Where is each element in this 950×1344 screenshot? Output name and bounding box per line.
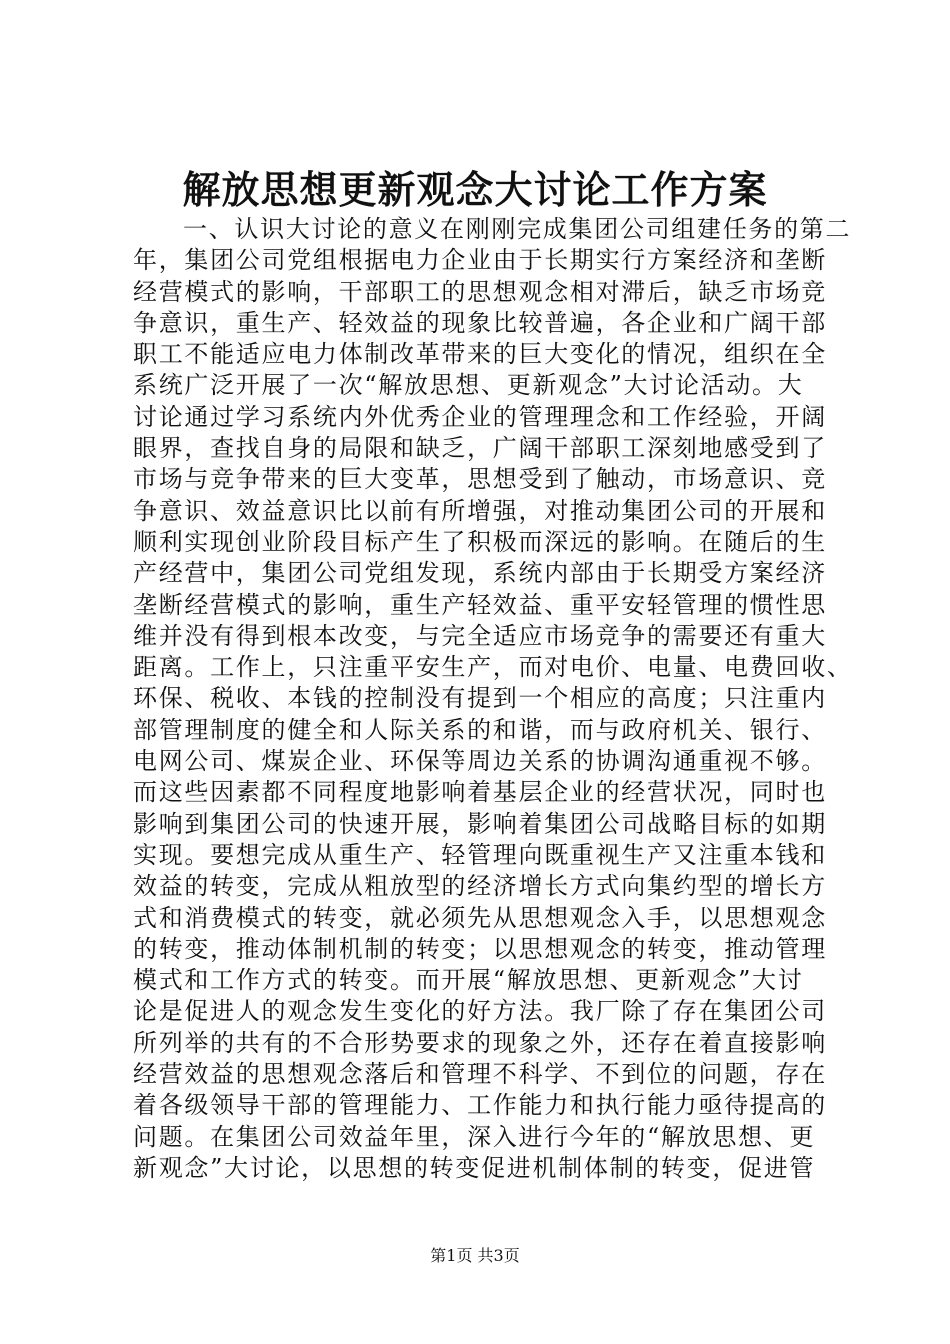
body-line: 问题。在集团公司效益年里，深入进行今年的“解放思想、更 [133,1122,816,1151]
body-line: 效益的转变，完成从粗放型的经济增长方式向集约型的增长方 [133,872,827,901]
body-line: 部管理制度的健全和人际关系的和谐，而与政府机关、银行、 [133,715,827,744]
body-line: 环保、税收、本钱的控制没有提到一个相应的高度；只注重内 [133,684,827,713]
page-indicator: 第1页 共3页 [430,1246,520,1265]
body-line: 争意识、效益意识比以前有所增强，对推动集团公司的开展和 [133,496,827,525]
body-line: 争意识，重生产、轻效益的现象比较普遍，各企业和广阔干部 [133,308,827,337]
body-line: 实现。要想完成从重生产、轻管理向既重视生产又注重本钱和 [133,840,827,869]
body-line: 维并没有得到根本改变，与完全适应市场竞争的需要还有重大 [133,621,827,650]
body-line: 着各级领导干部的管理能力、工作能力和执行能力亟待提高的 [133,1091,827,1120]
document-body [133,214,853,1184]
body-line: 经营模式的影响，干部职工的思想观念相对滞后，缺乏市场竞 [133,277,827,306]
body-line: 职工不能适应电力体制改革带来的巨大变化的情况，组织在全 [133,340,827,369]
body-line: 影响到集团公司的快速开展，影响着集团公司战略目标的如期 [133,809,827,838]
body-line: 的转变，推动体制机制的转变；以思想观念的转变，推动管理 [133,934,827,963]
body-line: 垄断经营模式的影响，重生产轻效益、重平安轻管理的惯性思 [133,590,827,619]
body-line: 论是促进人的观念发生变化的好方法。我厂除了存在集团公司 [133,997,827,1026]
body-line: 产经营中，集团公司党组发现，系统内部由于长期受方案经济 [133,559,827,588]
body-line: 一、认识大讨论的意义在刚刚完成集团公司组建任务的第二 [183,215,852,243]
body-line: 市场与竞争带来的巨大变革，思想受到了触动，市场意识、竞 [133,465,827,494]
body-line: 新观念”大讨论，以思想的转变促进机制体制的转变，促进管 [133,1153,816,1182]
body-line: 系统广泛开展了一次“解放思想、更新观念”大讨论活动。大 [133,371,804,400]
body-line: 电网公司、煤炭企业、环保等周边关系的协调沟通重视不够。 [133,747,827,776]
body-line: 模式和工作方式的转变。而开展“解放思想、更新观念”大讨 [133,966,804,995]
body-line: 年，集团公司党组根据电力企业由于长期实行方案经济和垄断 [133,246,827,275]
body-line: 距离。工作上，只注重平安生产，而对电价、电量、电费回收、 [133,653,853,682]
body-line: 式和消费模式的转变，就必须先从思想观念入手，以思想观念 [133,903,827,932]
body-line: 而这些因素都不同程度地影响着基层企业的经营状况，同时也 [133,778,827,807]
body-line: 顺利实现创业阶段目标产生了积极而深远的影响。在随后的生 [133,527,827,556]
body-line: 经营效益的思想观念落后和管理不科学、不到位的问题，存在 [133,1060,827,1089]
body-line: 讨论通过学习系统内外优秀企业的管理理念和工作经验，开阔 [133,402,827,431]
body-line: 眼界，查找自身的局限和缺乏，广阔干部职工深刻地感受到了 [133,434,827,463]
body-line: 所列举的共有的不合形势要求的现象之外，还存在着直接影响 [133,1028,827,1057]
document-title: 解放思想更新观念大讨论工作方案 [182,168,768,212]
